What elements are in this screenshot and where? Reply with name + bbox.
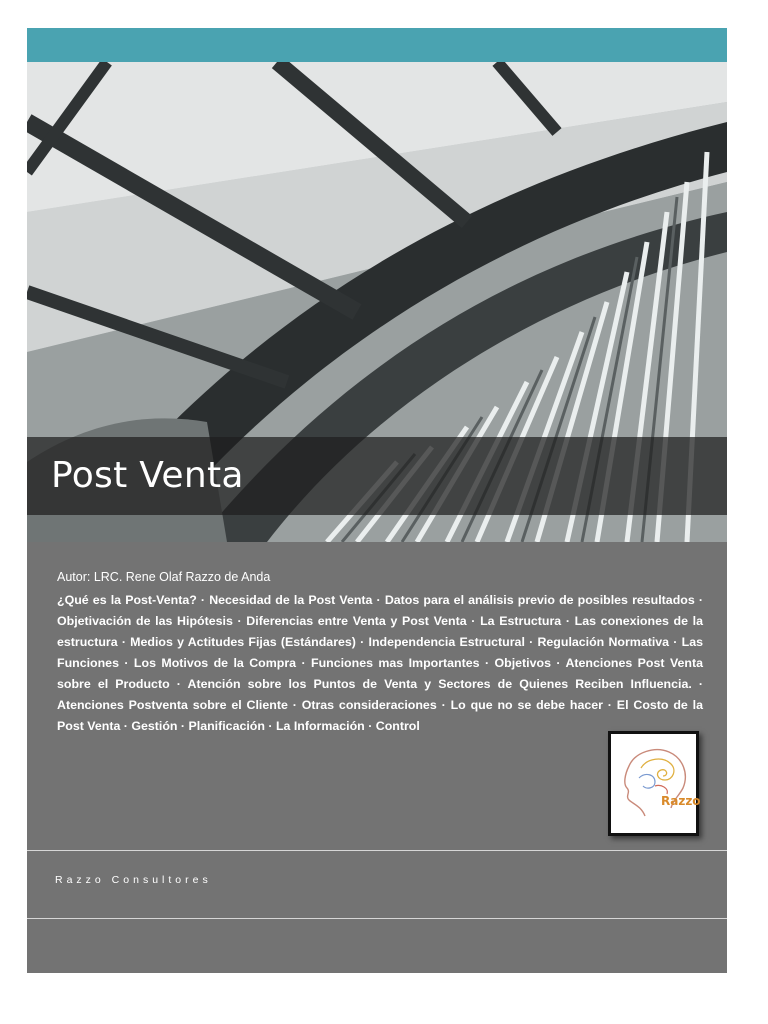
divider-bottom	[27, 918, 727, 919]
header-accent-bar	[27, 28, 727, 62]
company-logo	[608, 731, 699, 836]
company-name: Razzo Consultores	[55, 874, 212, 886]
author-line: Autor: LRC. Rene Olaf Razzo de Anda	[57, 570, 271, 584]
head-profile-brain-logo-icon	[611, 734, 696, 833]
divider-top	[27, 850, 727, 851]
document-title: Post Venta	[51, 455, 244, 496]
logo-wordmark: Razzo	[661, 794, 701, 808]
table-of-contents-summary: ¿Qué es la Post-Venta? · Necesidad de la Post Venta · Datos para el análisis previo de posibles resultados · Objetivación de las Hipótesis · Diferencias entre Venta y Post Venta · La Estructura · Las conexiones de la estructura · Medios y Actitudes Fijas (Estándares) · Independencia Estructural · Regulación Normativa · Las Funciones · Los Motivos de la Compra · Funciones mas Importantes · Objetivos · Atenciones Post Venta sobre el Producto · Atención sobre los Puntos de Venta y Sectores de Quienes Reciben Influencia. · Atenciones Postventa sobre el Cliente · Otras consideraciones · Lo que no se debe hacer · El Costo de la Post Venta · Gestión · Planificación · La Información · Control	[57, 593, 703, 733]
